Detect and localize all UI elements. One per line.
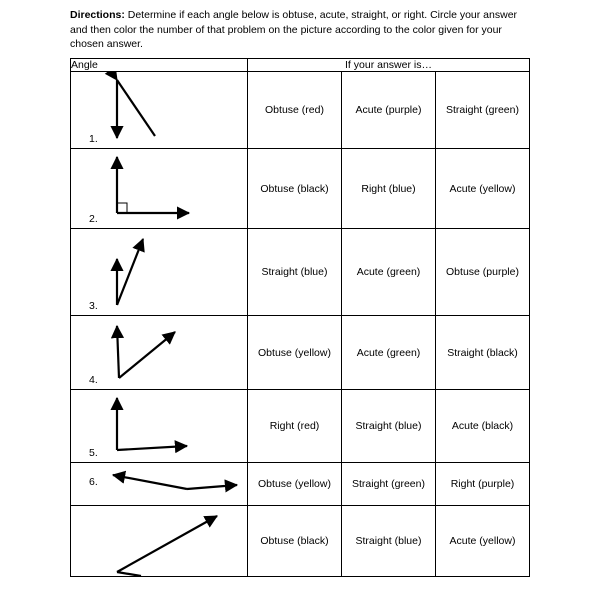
option-cell[interactable]: Obtuse (red) (248, 72, 342, 149)
option-cell[interactable]: Acute (yellow) (436, 506, 530, 577)
angle-drawing-7 (71, 506, 247, 576)
angle-figure-1 (71, 72, 248, 149)
row-number-5: 5. (89, 447, 98, 459)
row-number-6: 6. (89, 476, 98, 488)
angle-figure-4 (71, 316, 248, 390)
table-row (71, 506, 530, 577)
table-row (71, 463, 530, 506)
option-cell[interactable]: Straight (blue) (248, 229, 342, 316)
option-cell[interactable]: Acute (purple) (342, 72, 436, 149)
table-row (71, 149, 530, 229)
option-cell[interactable]: Obtuse (black) (248, 506, 342, 577)
directions-label: Directions: (70, 9, 125, 21)
row-number-2: 2. (89, 213, 98, 225)
option-cell[interactable]: Acute (green) (342, 316, 436, 390)
angle-figure-5 (71, 390, 248, 463)
option-cell[interactable]: Obtuse (yellow) (248, 463, 342, 506)
option-cell[interactable]: Obtuse (black) (248, 149, 342, 229)
option-cell[interactable]: Straight (green) (342, 463, 436, 506)
angle-figure-7 (71, 506, 248, 577)
option-cell[interactable]: Straight (blue) (342, 390, 436, 463)
table-header-row (71, 59, 530, 72)
option-cell[interactable]: Right (blue) (342, 149, 436, 229)
directions-paragraph (70, 8, 530, 52)
table-row (71, 390, 530, 463)
row-number-4: 4. (89, 374, 98, 386)
option-cell[interactable]: Right (red) (248, 390, 342, 463)
option-cell[interactable]: Acute (green) (342, 229, 436, 316)
option-cell[interactable]: Straight (green) (436, 72, 530, 149)
angle-figure-3 (71, 229, 248, 316)
header-angle: Angle (71, 59, 248, 72)
option-cell[interactable]: Obtuse (purple) (436, 229, 530, 316)
option-cell[interactable]: Right (purple) (436, 463, 530, 506)
option-cell[interactable]: Straight (blue) (342, 506, 436, 577)
row-number-3: 3. (89, 300, 98, 312)
table-row (71, 72, 530, 149)
option-cell[interactable]: Acute (black) (436, 390, 530, 463)
option-cell[interactable]: Acute (yellow) (436, 149, 530, 229)
header-answer: If your answer is… (248, 59, 530, 72)
angle-figure-6 (71, 463, 248, 506)
table-row (71, 316, 530, 390)
table-row (71, 229, 530, 316)
angles-table (70, 58, 530, 577)
row-number-1: 1. (89, 133, 98, 145)
directions-text: Determine if each angle below is obtuse, acute, straight, or right. Circle your answer and then color the number of that problem on the picture according to the color given for your chosen answer. (70, 9, 518, 50)
option-cell[interactable]: Obtuse (yellow) (248, 316, 342, 390)
option-cell[interactable]: Straight (black) (436, 316, 530, 390)
angle-figure-2 (71, 149, 248, 229)
